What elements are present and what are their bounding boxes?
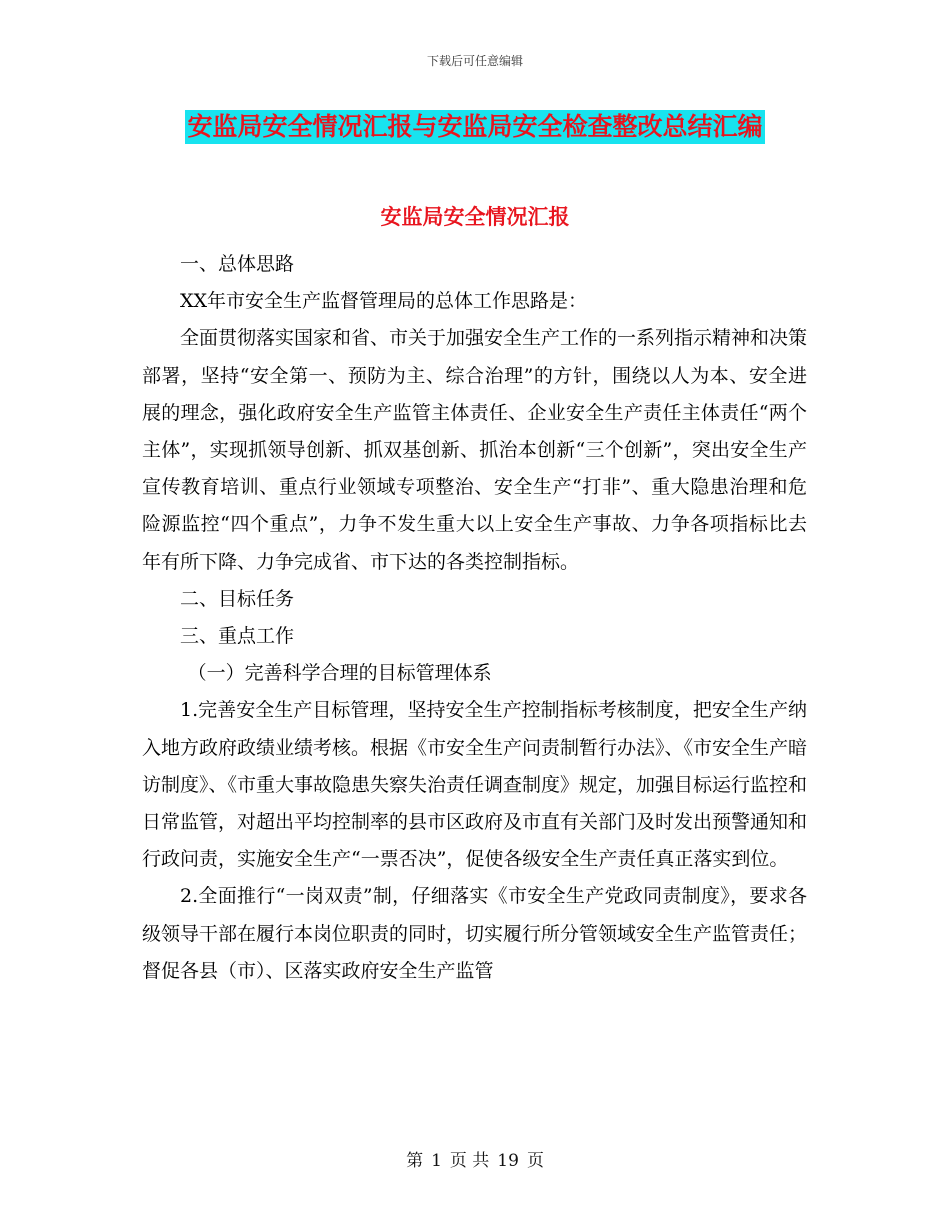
- main-title: 安监局安全情况汇报与安监局安全检查整改总结汇编: [185, 110, 764, 144]
- total-pages: 19: [497, 1151, 519, 1171]
- paragraph: XX年市安全生产监督管理局的总体工作思路是：: [180, 290, 588, 313]
- paragraph: 2.全面推行“一岗双责”制，仔细落实《市安全生产党政同责制度》，要求各级领导干部在履行本岗位职责的同时，切实履行所分管领域安全生产监管责任；督促各县（市）、区落实政府安全生产监管: [142, 885, 808, 982]
- paragraph-heading-2: 二、目标任务: [180, 587, 295, 610]
- section-title: 安监局安全情况汇报: [380, 205, 570, 229]
- paragraph-heading-3: 三、重点工作: [180, 625, 295, 648]
- paragraph-subheading: （一）完善科学合理的目标管理体系: [187, 662, 492, 685]
- document-body: [142, 246, 807, 990]
- header-note: 下载后可任意编辑: [426, 54, 523, 68]
- main-title-container: [0, 110, 950, 144]
- page-label-suffix: 页: [526, 1151, 544, 1171]
- page-number: 1: [431, 1151, 442, 1171]
- page-footer: [0, 1146, 950, 1171]
- paragraph-heading-1: 一、总体思路: [180, 253, 295, 275]
- paragraph: 全面贯彻落实国家和省、市关于加强安全生产工作的一系列指示精神和决策部署，坚持“安全第一、预防为主、综合治理”的方针，围绕以人为本、安全进展的理念，强化政府安全生产监管主体责任、企业安全生产责任主体责任“两个主体”，实现抓领导创新、抓双基创新、抓治本创新“三个创新”，突出安全生产宣传教育培训、重点行业领域专项整治、安全生产“打非”、重大隐患治理和危险源监控“四个重点”，力争不发生重大以上安全生产事故、力争各项指标比去年有所下降、力争完成省、市下达的各类控制指标。: [142, 327, 808, 573]
- paragraph: 1.完善安全生产目标管理，坚持安全生产控制指标考核制度，把安全生产纳入地方政府政绩业绩考核。根据《市安全生产问责制暂行办法》、《市安全生产暗访制度》、《市重大事故隐患失察失治责任调查制度》规定，加强目标运行监控和日常监管，对超出平均控制率的县市区政府及市直有关部门及时发出预警通知和行政问责，实施安全生产“一票否决”，促使各级安全生产责任真正落实到位。: [142, 699, 808, 871]
- page-label-middle: 页 共: [449, 1151, 490, 1171]
- page-label-prefix: 第: [406, 1151, 424, 1171]
